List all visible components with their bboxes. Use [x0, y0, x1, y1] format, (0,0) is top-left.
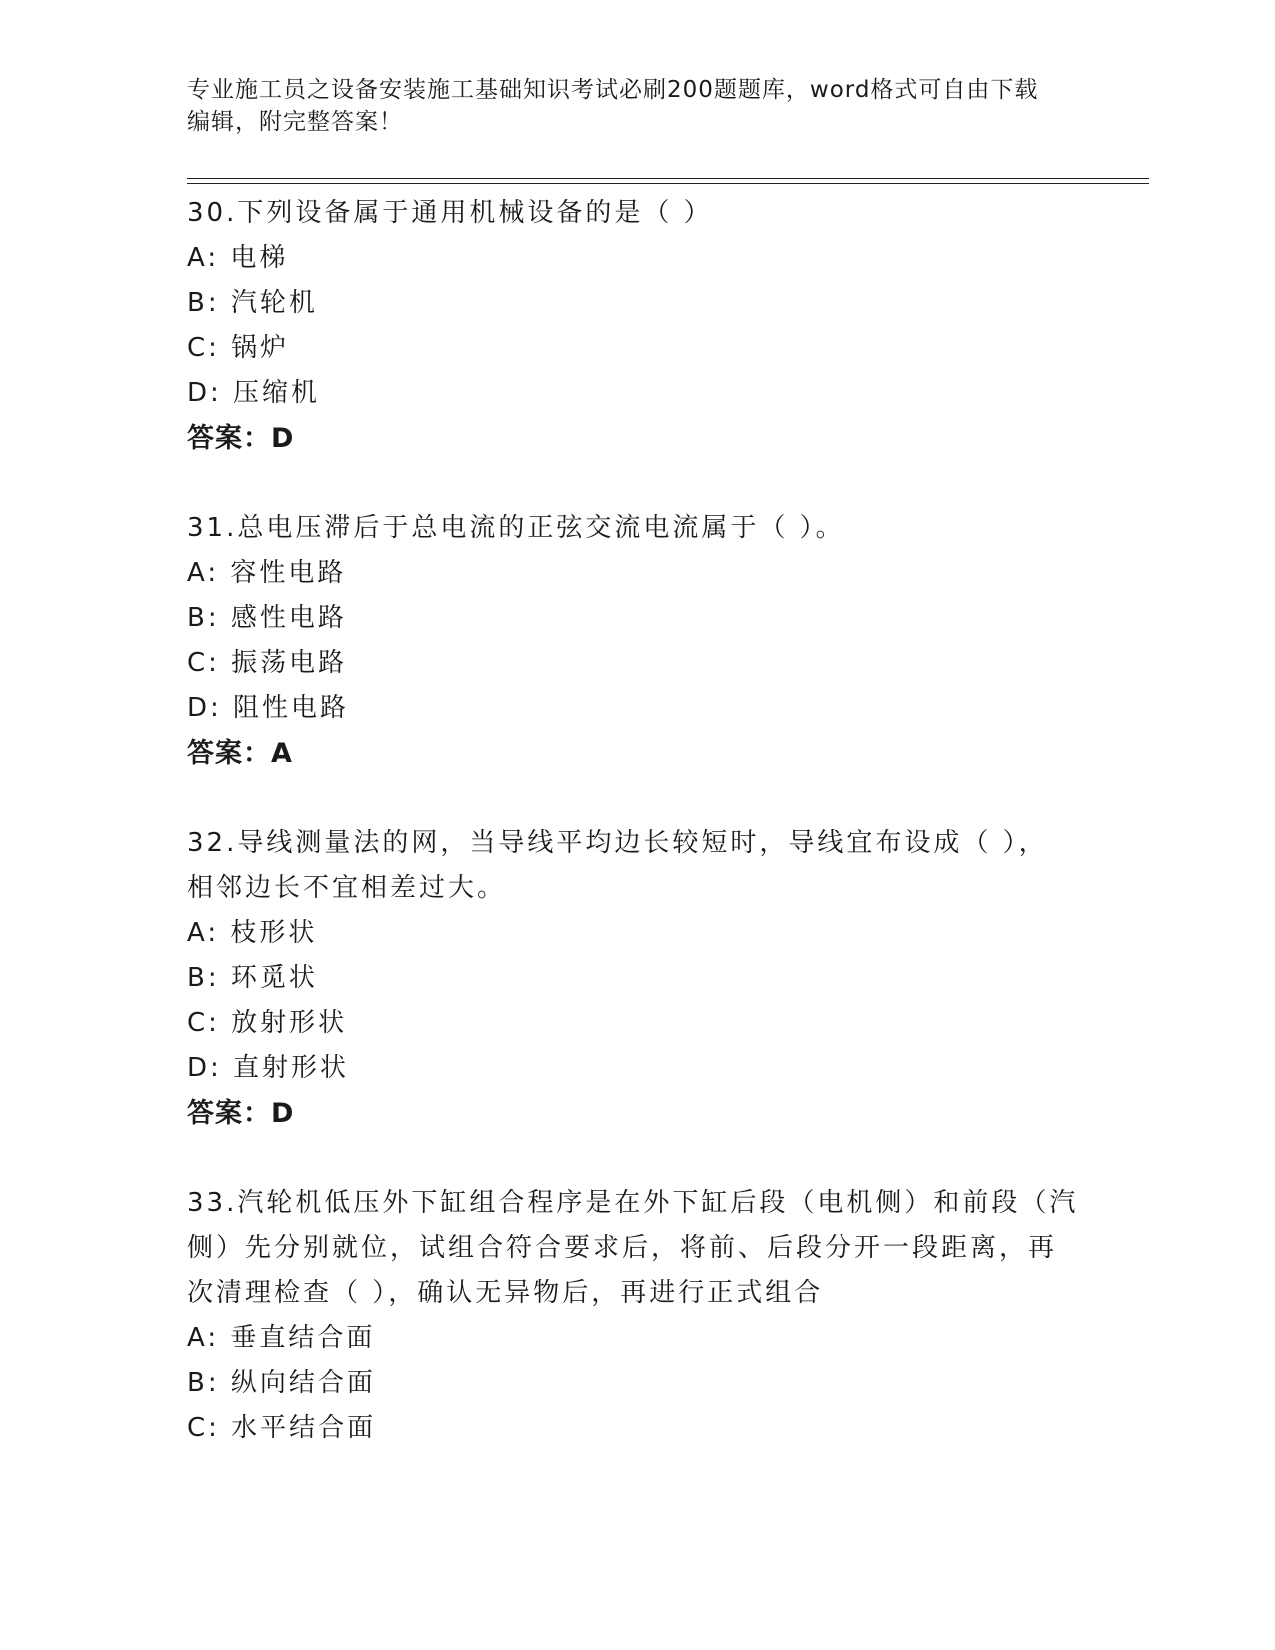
option-a: A: 垂直结合面	[187, 1323, 376, 1353]
option-c: C: 振荡电路	[187, 648, 348, 678]
option-d: D: 阻性电路	[187, 693, 350, 723]
option-a: A: 电梯	[187, 243, 289, 273]
question-stem	[187, 506, 1087, 551]
header-rule-top	[187, 178, 1149, 179]
option-a: A: 枝形状	[187, 918, 318, 948]
question-30	[187, 191, 1087, 462]
question-list	[187, 191, 1087, 1451]
option-a: A: 容性电路	[187, 558, 347, 588]
question-stem	[187, 821, 1087, 911]
answer: 答案：D	[187, 1098, 295, 1129]
document-header	[187, 74, 1087, 138]
option-b: B: 感性电路	[187, 603, 347, 633]
stem-line: 33.汽轮机低压外下缸组合程序是在外下缸后段（电机侧）和前段（汽	[187, 1188, 1079, 1218]
question-32	[187, 821, 1087, 1137]
stem-line: 相邻边长不宜相差过大。	[187, 873, 507, 903]
header-line: 编辑，附完整答案！	[187, 109, 403, 135]
header-rule-bottom	[187, 183, 1149, 184]
option-c: C: 水平结合面	[187, 1413, 377, 1443]
question-31	[187, 506, 1087, 777]
option-b: B: 纵向结合面	[187, 1368, 376, 1398]
answer: 答案：A	[187, 738, 293, 769]
question-33	[187, 1181, 1087, 1451]
stem-line: 侧）先分别就位，试组合符合要求后，将前、后段分开一段距离，再	[187, 1233, 1058, 1263]
option-d: D: 直射形状	[187, 1053, 350, 1083]
option-c: C: 放射形状	[187, 1008, 348, 1038]
stem-line: 32.导线测量法的网，当导线平均边长较短时，导线宜布设成（ ），	[187, 828, 1048, 858]
answer: 答案：D	[187, 423, 295, 454]
stem-line: 31.总电压滞后于总电流的正弦交流电流属于（ ）。	[187, 513, 845, 543]
stem-line: 30.下列设备属于通用机械设备的是（ ）	[187, 198, 713, 228]
question-stem	[187, 1181, 1087, 1316]
question-stem	[187, 191, 1087, 236]
option-d: D: 压缩机	[187, 378, 321, 408]
option-c: C: 锅炉	[187, 333, 290, 363]
stem-line: 次清理检查（ ），确认无异物后，再进行正式组合	[187, 1278, 824, 1308]
option-b: B: 汽轮机	[187, 288, 318, 318]
header-line: 专业施工员之设备安装施工基础知识考试必刷200题题库，word格式可自由下载	[187, 77, 1039, 103]
option-b: B: 环觅状	[187, 963, 318, 993]
